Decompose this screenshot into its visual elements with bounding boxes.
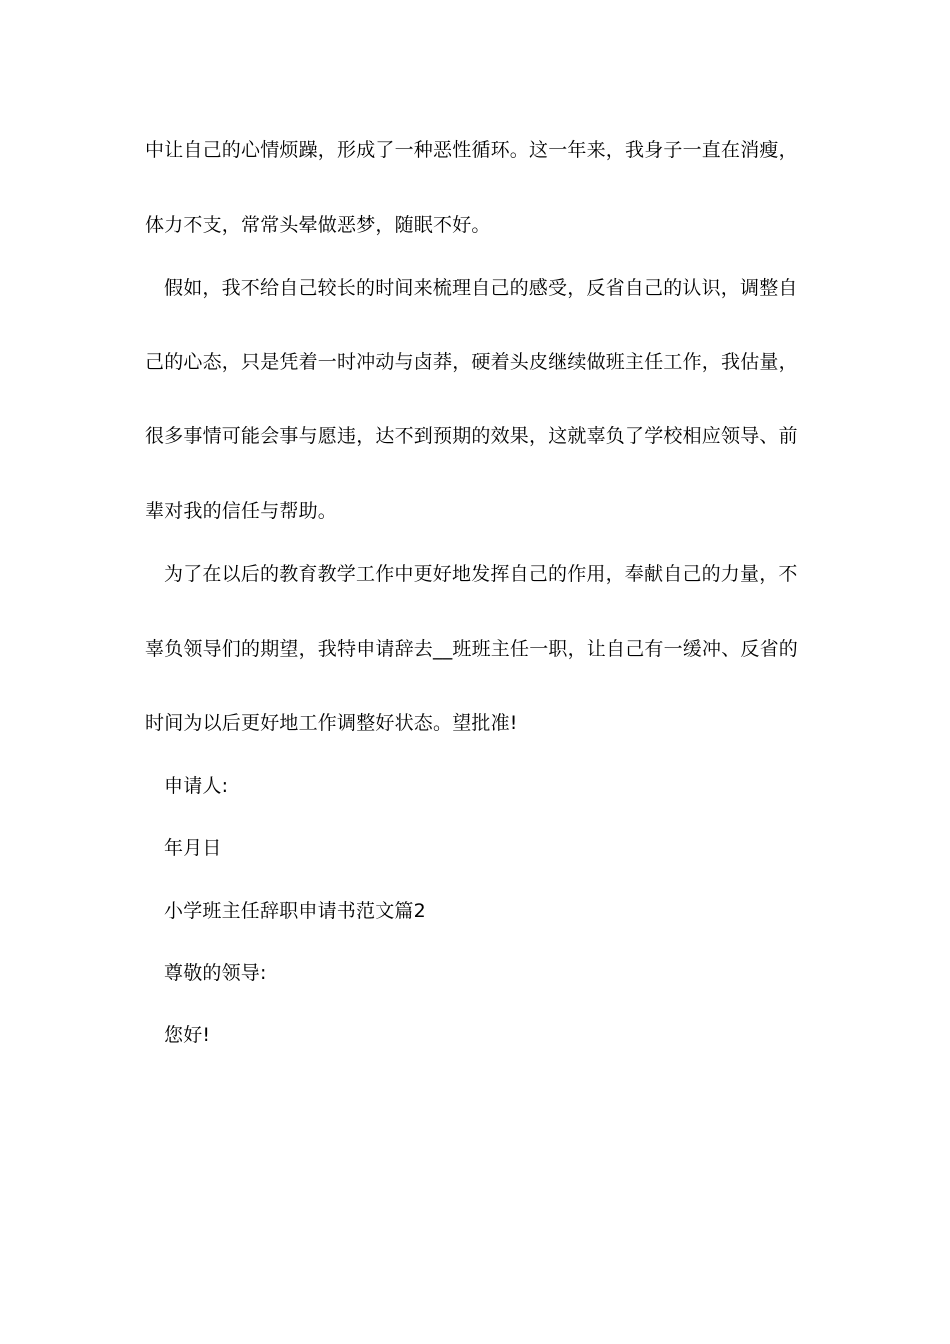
paragraph-line: 体力不支，常常头晕做恶梦，随眠不好。 <box>145 214 491 236</box>
paragraph-line: 假如，我不给自己较长的时间来梳理自己的感受，反省自己的认识，调整自 <box>164 277 798 299</box>
paragraph-line: 己的心态，只是凭着一时冲动与卤莽，硬着头皮继续做班主任工作，我估量， <box>145 351 798 373</box>
salutation: 尊敬的领导: <box>164 962 267 984</box>
paragraph-line: 时间为以后更好地工作调整好状态。望批准! <box>145 712 518 734</box>
paragraph-line: 很多事情可能会事与愿违，达不到预期的效果，这就辜负了学校相应领导、前 <box>145 425 798 447</box>
section-title: 小学班主任辞职申请书范文篇2 <box>164 900 426 922</box>
applicant-label: 申请人: <box>164 775 229 797</box>
paragraph-line: 辈对我的信任与帮助。 <box>145 500 338 522</box>
paragraph-line: 为了在以后的教育教学工作中更好地发挥自己的作用，奉献自己的力量，不 <box>164 563 798 585</box>
paragraph-line: 中让自己的心情烦躁，形成了一种恶性循环。这一年来，我身子一直在消瘦， <box>145 139 798 161</box>
paragraph-line: 辜负领导们的期望，我特申请辞去__班班主任一职，让自己有一缓冲、反省的 <box>145 638 799 660</box>
date-label: 年月日 <box>164 837 222 859</box>
greeting: 您好! <box>164 1024 211 1046</box>
